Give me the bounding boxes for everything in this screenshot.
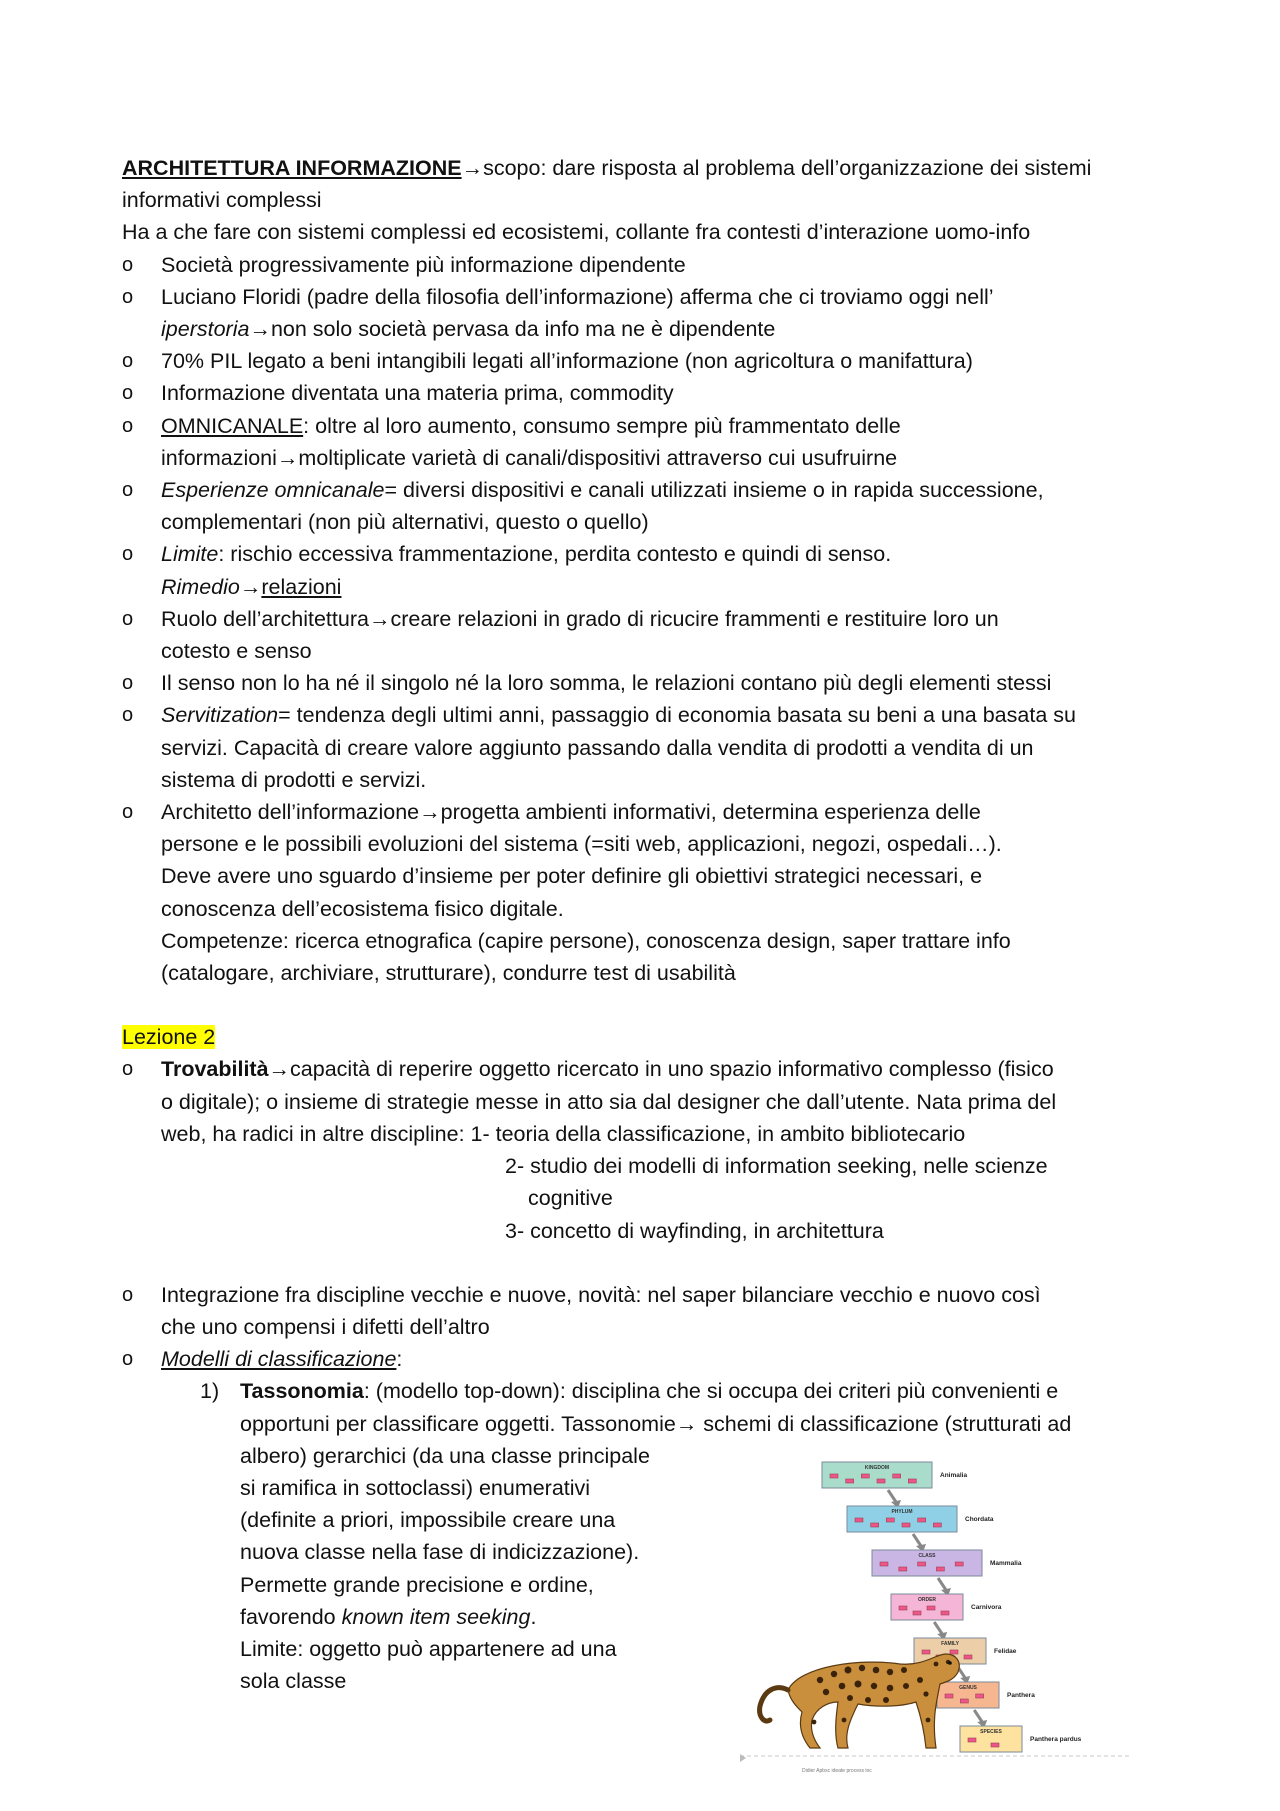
level-name: Mammalia — [990, 1560, 1022, 1567]
term-known-item: known item seeking — [341, 1604, 531, 1629]
list-item — [122, 1053, 1172, 1085]
arrow-icon: → — [268, 1057, 291, 1082]
level-name: Chordata — [965, 1516, 994, 1523]
list-item — [122, 699, 1172, 731]
lesson-heading-text: Lezione 2 — [122, 1025, 216, 1050]
bullet-icon: o — [122, 543, 134, 566]
bullet-text: moltiplicate varietà di canali/dispositivi attraverso cui usufruirne — [298, 445, 898, 470]
numbered-item-cont: albero) gerarchici (da una classe principale — [240, 1443, 650, 1468]
list-item — [122, 474, 1172, 506]
list-item-cont — [122, 313, 1172, 345]
arrow-icon: → — [249, 317, 271, 342]
taxonomy-level — [960, 1726, 1082, 1752]
figure-caption: Didier Apbsc ideate process inc — [802, 1768, 872, 1774]
bullet-icon: o — [122, 253, 134, 276]
level-arrow — [934, 1622, 942, 1634]
item-chip — [893, 1474, 901, 1478]
bullet-text: creare relazioni in grado di ricucire frammenti e restituire loro un — [390, 606, 999, 631]
item-chip — [877, 1479, 885, 1483]
numbered-item-cont — [122, 1408, 1172, 1440]
arrow-icon: → — [239, 574, 262, 599]
item-chip — [991, 1743, 999, 1747]
number-marker: 1) — [200, 1379, 220, 1404]
taxonomy-levels — [822, 1462, 1082, 1752]
level-label: GENUS — [959, 1685, 977, 1691]
level-label: PHYLUM — [891, 1509, 913, 1515]
bullet-icon: o — [122, 704, 134, 727]
numbered-item-cont: Limite: oggetto può appartenere ad una — [240, 1636, 617, 1661]
term-trovabilita: Trovabilità — [161, 1057, 269, 1082]
item-chip — [886, 1518, 894, 1522]
level-arrow — [974, 1710, 982, 1722]
bullet-text: Il senso non lo ha né il singolo né la loro somma, le relazioni contano più degli elementi stessi — [161, 671, 1052, 696]
bullet-text: = diversi dispositivi e canali utilizzati insieme o in rapida successione, — [384, 478, 1044, 503]
list-item-cont — [122, 442, 1172, 474]
level-label: KINGDOM — [864, 1465, 890, 1471]
list-item — [122, 281, 1172, 313]
bullet-text: : oltre al loro aumento, consumo sempre più frammentato delle — [303, 413, 901, 438]
bullet-text: non solo società pervasa da info ma ne è dipendente — [270, 317, 776, 342]
arrow-icon: → — [276, 445, 299, 470]
bullet-icon: o — [122, 285, 134, 308]
list-item-cont: (catalogare, archiviare, strutturare), condurre test di usabilità — [161, 961, 736, 986]
title-line — [122, 152, 1172, 184]
item-chip — [846, 1479, 854, 1483]
list-item-cont: complementari (non più alternativi, questo o quello) — [161, 510, 649, 535]
term-rimedio: Rimedio — [161, 574, 240, 599]
list-item — [122, 1343, 1172, 1375]
item-chip — [955, 1562, 963, 1566]
play-icon — [740, 1754, 746, 1762]
item-chip — [960, 1699, 968, 1703]
list-item-cont: servizi. Capacità di creare valore aggiunto passando dalla vendita di prodotti a vendita di un — [161, 735, 1034, 760]
bullet-text: favorendo — [240, 1604, 342, 1629]
level-name: Animalia — [940, 1472, 968, 1479]
list-item — [122, 345, 1172, 377]
item-chip — [927, 1606, 935, 1610]
bullet-text: . — [530, 1604, 537, 1629]
bullet-icon: o — [122, 801, 134, 824]
item-chip — [899, 1567, 907, 1571]
level-label: CLASS — [918, 1553, 936, 1559]
numbered-item-cont: nuova classe nella fase di indicizzazione). — [240, 1540, 640, 1565]
bullet-text: : (modello top-down): disciplina che si occupa dei criteri più convenienti e — [363, 1379, 1059, 1404]
numbered-item-cont: sola classe — [240, 1669, 347, 1694]
bullet-icon: o — [122, 672, 134, 695]
taxonomy-level — [891, 1594, 1002, 1640]
item-chip — [964, 1655, 972, 1659]
bullet-icon: o — [122, 414, 134, 437]
section-title: ARCHITETTURA INFORMAZIONE — [122, 156, 462, 180]
item-chip — [880, 1562, 888, 1566]
level-label: FAMILY — [941, 1641, 959, 1647]
bullet-icon: o — [122, 1348, 134, 1371]
title-cont: informativi complessi — [122, 188, 322, 213]
bullet-text: schemi di classificazione (strutturati ad — [697, 1411, 1072, 1436]
bullet-icon: o — [122, 350, 134, 373]
taxonomy-level — [822, 1462, 967, 1508]
item-chip — [918, 1518, 926, 1522]
intro-text: Ha a che fare con sistemi complessi ed ecosistemi, collante fra contesti d’interazione uomo-info — [122, 220, 1031, 245]
list-item-cont — [122, 571, 1172, 603]
bullet-icon: o — [122, 607, 134, 630]
term-limite: Limite — [161, 542, 219, 567]
taxonomy-level — [937, 1682, 1035, 1728]
item-chip — [830, 1474, 838, 1478]
term-tassonomia: Tassonomia — [240, 1379, 364, 1404]
list-item-cont: persone e le possibili evoluzioni del sistema (=siti web, applicazioni, negozi, ospedali…). — [161, 832, 1002, 857]
bullet-text: : rischio eccessiva frammentazione, perdita contesto e quindi di senso. — [218, 542, 892, 567]
bullet-text: informazioni — [161, 445, 277, 470]
list-item — [122, 796, 1172, 828]
list-item-cont: o digitale); o insieme di strategie messe in atto sia dal designer che dall’utente. Nata prima del — [161, 1089, 1057, 1114]
numbered-item-cont: si ramifica in sottoclassi) enumerativi — [240, 1475, 591, 1500]
bullet-text: progetta ambienti informativi, determina esperienza delle — [440, 800, 981, 825]
list-item — [122, 377, 1172, 409]
list-item-cont: conoscenza dell’ecosistema fisico digitale. — [161, 896, 564, 921]
item-chip — [968, 1738, 976, 1742]
list-item — [122, 667, 1172, 699]
bullet-text: Luciano Floridi (padre della filosofia dell’informazione) afferma che ci troviamo oggi nell’ — [161, 284, 994, 309]
list-item-cont: web, ha radici in altre discipline: 1- teoria della classificazione, in ambito bibliotecario — [161, 1121, 966, 1146]
bullet-text: : — [396, 1347, 403, 1372]
list-item — [122, 410, 1172, 442]
term-omnicanale: OMNICANALE — [161, 413, 304, 438]
list-item-cont: che uno compensi i difetti dell’altro — [161, 1314, 490, 1339]
item-chip — [855, 1518, 863, 1522]
arrow-icon: → — [675, 1411, 698, 1436]
list-item-cont: 2- studio dei modelli di information seeking, nelle scienze — [505, 1154, 1048, 1179]
bullet-text: opportuni per classificare oggetti. Tassonomie — [240, 1411, 676, 1436]
level-arrow — [938, 1578, 946, 1590]
item-chip — [945, 1694, 953, 1698]
term-iperstoria: iperstoria — [161, 317, 250, 342]
level-name: Felidae — [994, 1648, 1017, 1655]
bullet-icon: o — [122, 479, 134, 502]
bullet-text: Società progressivamente più informazione dipendente — [161, 252, 686, 277]
bullet-icon: o — [122, 1058, 134, 1081]
item-chip — [861, 1474, 869, 1478]
bullet-text: capacità di reperire oggetto ricercato in uno spazio informativo complesso (fisico — [290, 1057, 1054, 1082]
list-item — [122, 538, 1172, 570]
list-item — [122, 249, 1172, 281]
numbered-item-cont: Permette grande precisione e ordine, — [240, 1572, 594, 1597]
list-item-cont: cognitive — [528, 1186, 613, 1211]
term-modelli: Modelli di classificazione — [161, 1347, 397, 1372]
bullet-text: 70% PIL legato a beni intangibili legati all’informazione (non agricoltura o manifattura) — [161, 349, 973, 374]
item-chip — [908, 1479, 916, 1483]
taxonomy-level — [847, 1506, 994, 1552]
item-chip — [902, 1523, 910, 1527]
item-chip — [913, 1611, 921, 1615]
arrow-icon: → — [461, 156, 484, 180]
bullet-icon: o — [122, 382, 134, 405]
list-item-cont: sistema di prodotti e servizi. — [161, 767, 427, 792]
bullet-text: Ruolo dell’architettura — [161, 606, 369, 631]
list-item-cont: Competenze: ricerca etnografica (capire persone), conoscenza design, saper trattare info — [161, 928, 1011, 953]
term-esperienze: Esperienze omnicanale — [161, 478, 385, 503]
bullet-text: Integrazione fra discipline vecchie e nuove, novità: nel saper bilanciare vecchio e nuovo così — [161, 1282, 1041, 1307]
numbered-item — [122, 1375, 1172, 1407]
level-name: Panthera pardus — [1030, 1736, 1082, 1743]
level-label: SPECIES — [980, 1729, 1002, 1735]
list-item-cont: 3- concetto di wayfinding, in architettura — [505, 1218, 884, 1243]
bullet-icon: o — [122, 1283, 134, 1306]
item-chip — [950, 1650, 958, 1654]
title-rest: scopo: dare risposta al problema dell’organizzazione dei sistemi — [483, 156, 1092, 180]
item-chip — [899, 1606, 907, 1610]
list-item-cont: Deve avere uno sguardo d’insieme per poter definire gli obiettivi strategici necessari, e — [161, 864, 983, 889]
level-arrow — [888, 1490, 896, 1502]
term-relazioni: relazioni — [261, 574, 342, 599]
arrow-icon: → — [419, 800, 441, 825]
numbered-item-cont: (definite a priori, impossibile creare una — [240, 1508, 616, 1533]
jaguar-icon — [760, 1654, 960, 1748]
arrow-icon: → — [368, 606, 391, 631]
bullet-text: Architetto dell’informazione — [161, 800, 420, 825]
item-chip — [871, 1523, 879, 1527]
list-item — [122, 603, 1172, 635]
item-chip — [918, 1562, 926, 1566]
level-arrow — [913, 1534, 921, 1546]
list-item — [122, 1279, 1172, 1311]
level-name: Panthera — [1007, 1692, 1035, 1699]
level-label: ORDER — [917, 1597, 937, 1603]
list-item-cont: cotesto e senso — [161, 639, 312, 664]
item-chip — [976, 1694, 984, 1698]
bullet-text: = tendenza degli ultimi anni, passaggio di economia basata su beni a una basata su — [278, 703, 1076, 728]
item-chip — [936, 1567, 944, 1571]
item-chip — [922, 1650, 930, 1654]
term-servitization: Servitization — [161, 703, 279, 728]
bullet-text: Informazione diventata una materia prima, commodity — [161, 381, 674, 406]
lesson-heading — [122, 1021, 1172, 1053]
item-chip — [941, 1611, 949, 1615]
taxonomy-figure — [740, 1458, 1132, 1778]
level-name: Carnivora — [971, 1604, 1002, 1611]
item-chip — [933, 1523, 941, 1527]
taxonomy-level — [872, 1550, 1022, 1596]
